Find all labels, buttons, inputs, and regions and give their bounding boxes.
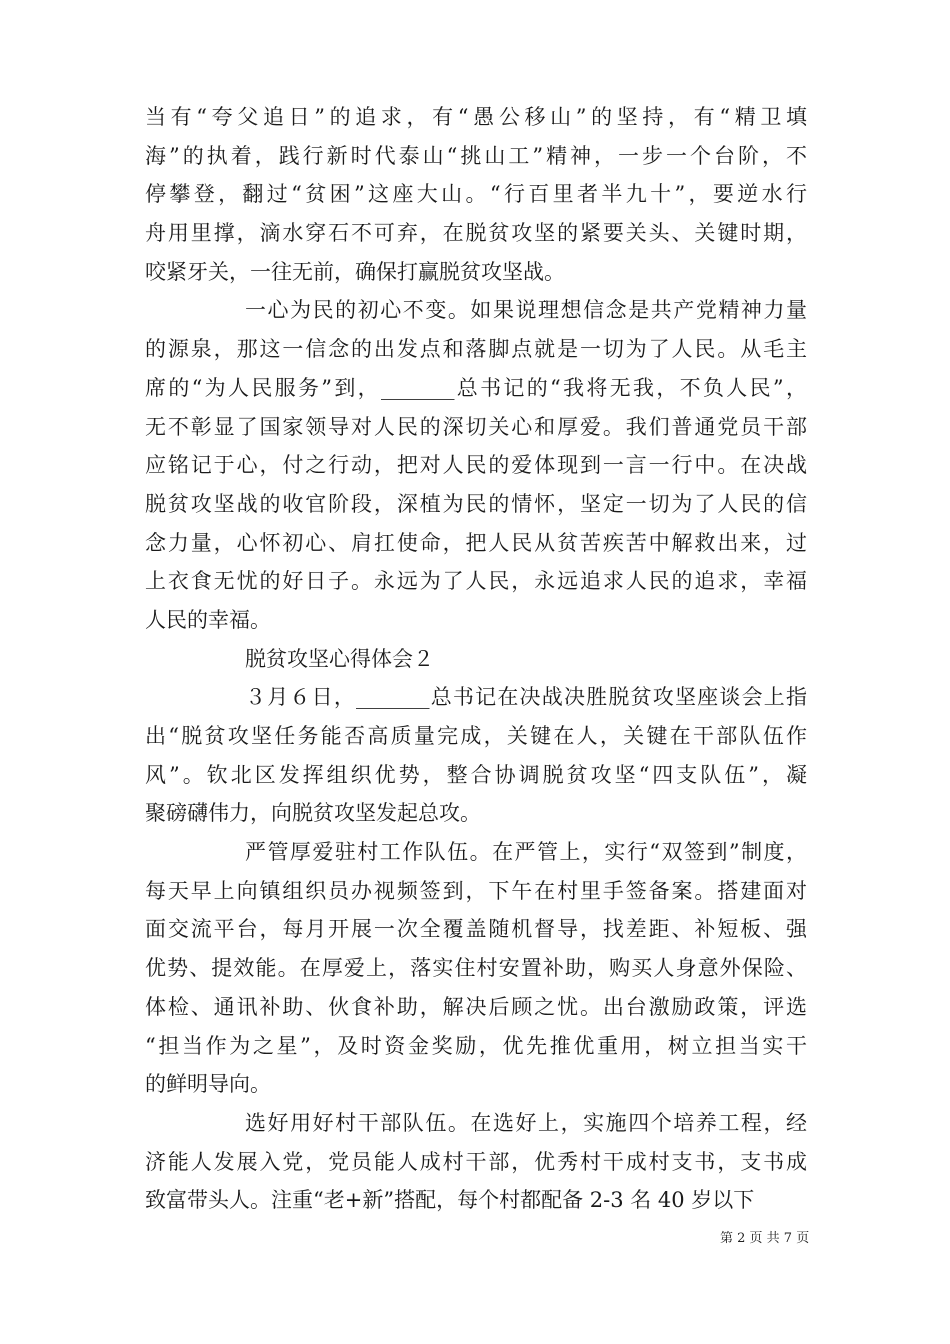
text-line: 人民的幸福。: [145, 607, 271, 632]
para-continuation: [145, 98, 807, 291]
text-line: 咬紧牙关，一往无前，确保打赢脱贫攻坚战。: [145, 259, 565, 284]
text-line: 无不彰显了国家领导对人民的深切关心和厚爱。我们普通党员干部: [145, 414, 807, 439]
text-line: 面交流平台，每月开展一次全覆盖随机督导，找差距、补短板、强: [145, 917, 807, 942]
text-line: 念力量，心怀初心、肩扛使命，把人民从贫苦疾苦中解救出来，过: [145, 530, 807, 555]
page-indicator: 第 2 页 共 7 页: [720, 1231, 810, 1246]
section-heading: [145, 640, 807, 679]
text-line: 上衣食无忧的好日子。永远为了人民，永远追求人民的追求，幸福: [145, 569, 807, 594]
para-strict-care: [145, 833, 807, 1104]
text-line: 济能人发展入党，党员能人成村干部，优秀村干成村支书，支书成: [145, 1149, 807, 1174]
text-line: 优势、提效能。在厚爱上，落实住村安置补助，购买人身意外保险、: [145, 956, 807, 981]
text-line: 海”的执着，践行新时代泰山“挑山工”精神，一步一个台阶，不: [145, 143, 807, 168]
text-line: 聚磅礴伟力，向脱贫攻坚发起总攻。: [145, 801, 481, 826]
text-line: “担当作为之星”，及时资金奖励，优先推优重用，树立担当实干: [145, 1033, 807, 1058]
text-line: 严管厚爱驻村工作队伍。在严管上，实行“双签到”制度，: [245, 840, 807, 865]
document-body: [145, 98, 807, 1220]
text-line: 风”。钦北区发挥组织优势，整合协调脱贫攻坚“四支队伍”，凝: [145, 762, 807, 787]
text-line: 一心为民的初心不变。如果说理想信念是共产党精神力量: [245, 298, 807, 323]
text-line: 脱贫攻坚战的收官阶段，深植为民的情怀，坚定一切为了人民的信: [145, 491, 807, 516]
text-line: ３月６日，_______总书记在决战决胜脱贫攻坚座谈会上指: [245, 685, 807, 710]
para-one-heart: [145, 291, 807, 639]
text-line: 席的“为人民服务”到，_______总书记的“我将无我，不负人民”，: [145, 375, 807, 400]
text-line: 的鲜明导向。: [145, 1072, 271, 1097]
para-select-cadres: [145, 1104, 807, 1220]
text-line: 脱贫攻坚心得体会２: [245, 646, 434, 671]
text-line: 选好用好村干部队伍。在选好上，实施四个培养工程，经: [245, 1110, 807, 1135]
text-line: 当有“夸父追日”的追求，有“愚公移山”的坚持，有“精卫填: [145, 105, 807, 129]
para-march-6: [145, 678, 807, 833]
text-line: 致富带头人。注重“老+新”搭配，每个村都配备 2-3 名 40 岁以下: [145, 1188, 755, 1213]
text-line: 出“脱贫攻坚任务能否高质量完成，关键在人，关键在干部队伍作: [145, 724, 807, 748]
text-line: 体检、通讯补助、伙食补助，解决后顾之忧。出台激励政策，评选: [145, 994, 807, 1019]
text-line: 舟用里撑，滴水穿石不可弃，在脱贫攻坚的紧要关头、关键时期，: [145, 221, 807, 246]
text-line: 每天早上向镇组织员办视频签到，下午在村里手签备案。搭建面对: [145, 878, 807, 903]
text-line: 应铭记于心，付之行动，把对人民的爱体现到一言一行中。在决战: [145, 453, 807, 478]
text-line: 停攀登，翻过“贫困”这座大山。“行百里者半九十”，要逆水行: [145, 182, 807, 207]
text-line: 的源泉，那这一信念的出发点和落脚点就是一切为了人民。从毛主: [145, 337, 807, 362]
